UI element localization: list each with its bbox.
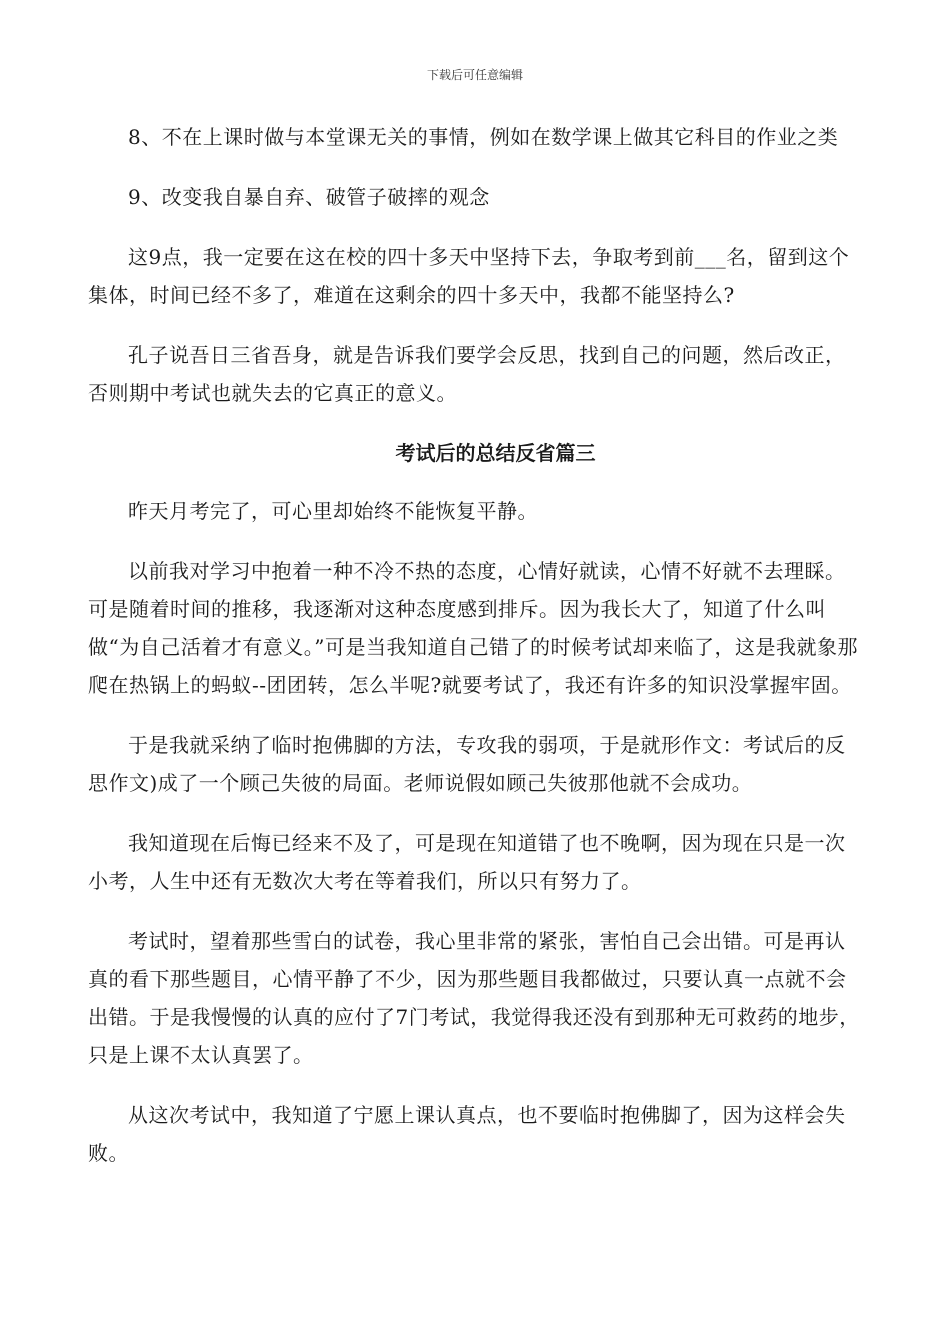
paragraph-confucius: 孔子说吾日三省吾身，就是告诉我们要学会反思，找到自己的问题，然后改正，否则期中考试也就失去的它真正的意义。 [88, 343, 846, 405]
paragraph: 于是我就采纳了临时抱佛脚的方法，专攻我的弱项，于是就形作文：考试后的反思作文)成了一个顾己失彼的局面。老师说假如顾己失彼那他就不会成功。 [88, 733, 846, 795]
page-header: 下载后可任意编辑 [426, 68, 523, 82]
paragraph: 考试时，望着那些雪白的试卷，我心里非常的紧张，害怕自己会出错。可是再认真的看下那些题目，心情平静了不少，因为那些题目我都做过，只要认真一点就不会出错。于是我慢慢的认真的应付了7门考试，我觉得我还没有到那种无可救药的地步，只是上课不太认真罢了。 [88, 929, 860, 1067]
section-title: 考试后的总结反省篇三 [395, 441, 596, 465]
list-item-9: 9、改变我自暴自弃、破管子破摔的观念 [128, 185, 490, 209]
paragraph: 昨天月考完了，可心里却始终不能恢复平静。 [128, 499, 538, 523]
paragraph: 从这次考试中，我知道了宁愿上课认真点，也不要临时抱佛脚了，因为这样会失败。 [88, 1103, 846, 1165]
paragraph: 以前我对学习中抱着一种不冷不热的态度，心情好就读，心情不好就不去理睬。可是随着时间的推移，我逐渐对这种态度感到排斥。因为我长大了，知道了什么叫做“为自己活着才有意义。”可是当我知道自己错了的时候考试却来临了，这是我就象那爬在热锅上的蚂蚁--团团转，怎么半呢?就要考试了，我还有许多的知识没掌握牢固。 [88, 559, 858, 697]
paragraph-commitment: 这9点，我一定要在这在校的四十多天中坚持下去，争取考到前___名，留到这个集体，时间已经不多了，难道在这剩余的四十多天中，我都不能坚持么? [88, 245, 850, 307]
paragraph: 我知道现在后悔已经来不及了，可是现在知道错了也不晚啊，因为现在只是一次小考，人生中还有无数次大考在等着我们，所以只有努力了。 [88, 831, 846, 893]
list-item-8: 8、不在上课时做与本堂课无关的事情，例如在数学课上做其它科目的作业之类 [128, 125, 839, 149]
document-body [88, 118, 863, 1194]
